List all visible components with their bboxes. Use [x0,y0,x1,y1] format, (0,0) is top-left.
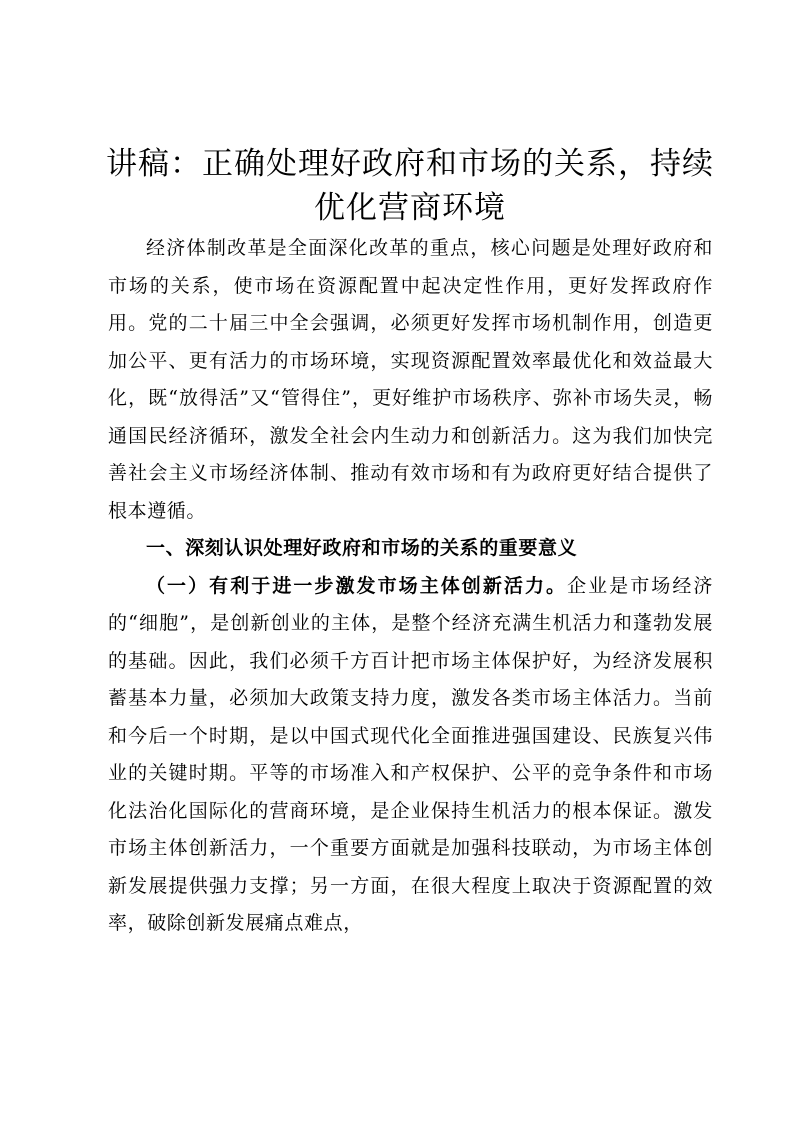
section-1-heading: 一、深刻认识处理好政府和市场的关系的重要意义 [146,537,578,559]
subsection-1-lead: （一）有利于进一步激发市场主体创新活力。 [146,574,568,597]
document-body [108,230,713,943]
subsection-1-paragraph [108,568,713,943]
subsection-1-text: 企业是市场经济的“细胞”，是创新创业的主体，是整个经济充满生机活力和蓬勃发展的基础。因此，我们必须千方百计把市场主体保护好，为经济发展积蓄基本力量，必须加大政策支持力度，激发各类市场主体活力。当前和今后一个时期，是以中国式现代化全面推进强国建设、民族复兴伟业的关键时期。平等的市场准入和产权保护、公平的竞争条件和市场化法治化国际化的营商环境，是企业保持生机活力的根本保证。激发市场主体创新活力，一个重要方面就是加强科技联动，为市场主体创新发展提供强力支撑；另一方面，在很大程度上取决于资源配置的效率，破除创新发展痛点难点， [108,574,713,934]
document-title: 讲稿：正确处理好政府和市场的关系，持续优化营商环境 [106,146,714,226]
intro-paragraph: 经济体制改革是全面深化改革的重点，核心问题是处理好政府和市场的关系，使市场在资源配置中起决定性作用，更好发挥政府作用。党的二十届三中全会强调，必须更好发挥市场机制作用，创造更加公平、更有活力的市场环境，实现资源配置效率最优化和效益最大化，既“放得活”又“管得住”，更好维护市场秩序、弥补市场失灵，畅通国民经济循环，激发全社会内生动力和创新活力。这为我们加快完善社会主义市场经济体制、推动有效市场和有为政府更好结合提供了根本遵循。 [108,237,713,522]
